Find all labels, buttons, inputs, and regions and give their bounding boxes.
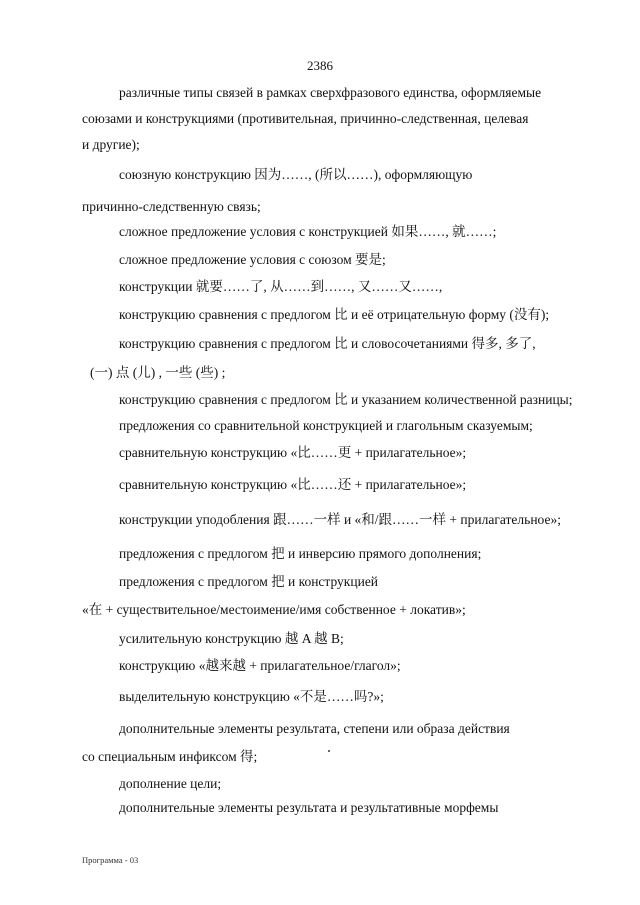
text-line-7: сложное предложение условия с союзом 要是;: [119, 252, 386, 267]
text-line-19: «在 + существительное/местоимение/имя собственное + локатив»;: [82, 602, 466, 617]
text-line-18: предложения с предлогом 把 и конструкцией: [119, 574, 379, 589]
text-line-6: сложное предложение условия с конструкцией 如果……, 就……;: [119, 224, 497, 239]
text-line-13: предложения со сравнительной конструкцией и глагольным сказуемым;: [119, 418, 533, 433]
text-line-25: дополнение цели;: [119, 776, 222, 791]
text-line-20: усилительную конструкцию 越 A 越 B;: [119, 631, 344, 646]
text-line-15: сравнительную конструкцию «比……还 + прилагательное»;: [119, 477, 467, 492]
text-line-17: предложения с предлогом 把 и инверсию прямого дополнения;: [119, 546, 482, 561]
text-line-8: конструкции 就要……了, 从……到……, 又……又……,: [119, 279, 443, 294]
text-line-21: конструкцию «越来越 + прилагательное/глагол»;: [119, 658, 401, 673]
text-line-22: выделительную конструкцию «不是……吗?»;: [119, 689, 384, 704]
text-line-2: союзами и конструкциями (противительная, причинно-следственная, целевая: [82, 111, 529, 126]
text-line-9: конструкцию сравнения с предлогом 比 и её отрицательную форму (没有);: [119, 307, 550, 322]
text-line-1: различные типы связей в рамках сверхфразового единства, оформляемые: [119, 85, 542, 100]
text-line-3: и другие);: [82, 137, 140, 152]
text-line-10: конструкцию сравнения с предлогом 比 и словосочетаниями 得多, 多了,: [119, 336, 536, 351]
text-line-24: со специальным инфиксом 得;: [82, 749, 258, 764]
text-line-5: причинно-следственную связь;: [82, 199, 261, 214]
text-line-11: (一) 点 (儿) , 一些 (些) ;: [90, 365, 226, 380]
text-line-4: союзную конструкцию 因为……, (所以……), оформляющую: [119, 167, 473, 182]
footer-label: Программа - 03: [82, 855, 139, 865]
text-line-14: сравнительную конструкцию «比……更 + прилагательное»;: [119, 445, 467, 460]
text-line-12: конструкцию сравнения с предлогом 比 и указанием количественной разницы;: [119, 392, 573, 407]
page-number: 2386: [307, 58, 333, 73]
text-line-26: дополнительные элементы результата и результативные морфемы: [119, 800, 499, 815]
text-line-16: конструкции уподобления 跟……一样 и «和/跟……一样 + прилагательное»;: [119, 512, 561, 527]
text-line-23: дополнительные элементы результата, степени или образа действия: [119, 721, 510, 736]
scan-speck: [328, 750, 330, 752]
